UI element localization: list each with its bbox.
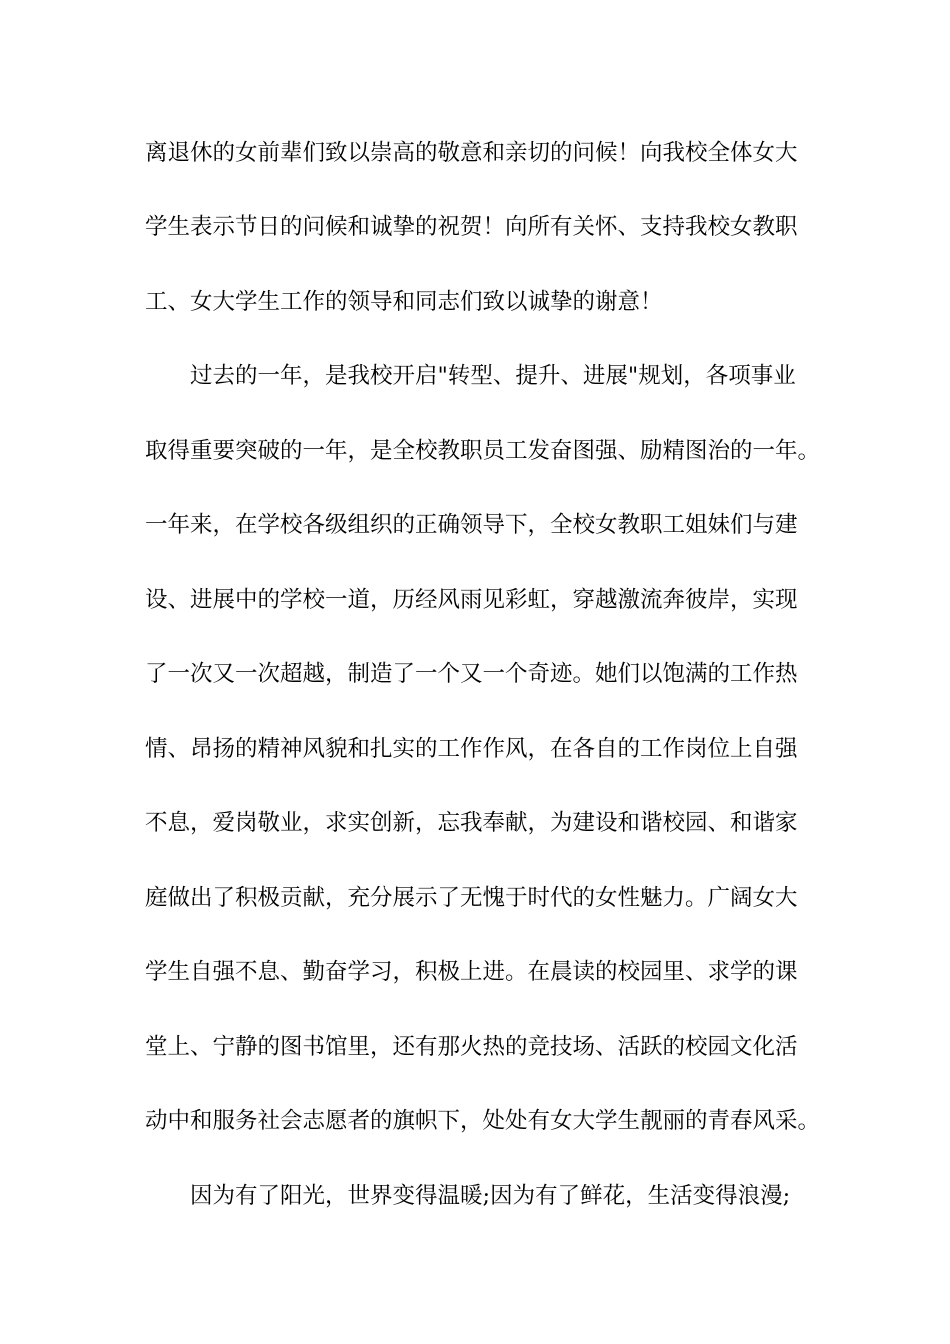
text-line: 学生表示节日的问候和诚挚的祝贺！向所有关怀、支持我校女教职 xyxy=(145,214,798,240)
text-line: 一年来，在学校各级组织的正确领导下，全校女教职工姐妹们与建 xyxy=(145,512,798,538)
text-line: 工、女大学生工作的领导和同志们致以诚挚的谢意！ xyxy=(145,289,663,315)
text-line: 庭做出了积极贡献，充分展示了无愧于时代的女性魅力。广阔女大 xyxy=(145,885,798,911)
text-line: 设、进展中的学校一道，历经风雨见彩虹，穿越激流奔彼岸，实现 xyxy=(145,587,798,613)
paragraph-first-line: 过去的一年，是我校开启"转型、提升、进展"规划，各项事业 xyxy=(190,363,796,389)
text-line: 不息，爱岗敬业，求实创新，忘我奉献，为建设和谐校园、和谐家 xyxy=(145,810,798,836)
text-line: 情、昂扬的精神风貌和扎实的工作作风，在各自的工作岗位上自强 xyxy=(145,736,798,762)
text-line: 堂上、宁静的图书馆里，还有那火热的竞技场、活跃的校园文化活 xyxy=(145,1034,798,1060)
text-line: 学生自强不息、勤奋学习，积极上进。在晨读的校园里、求学的课 xyxy=(145,959,798,985)
text-line: 动中和服务社会志愿者的旗帜下，处处有女大学生靓丽的青春风采。 xyxy=(145,1108,821,1134)
paragraph-first-line: 因为有了阳光，世界变得温暖;因为有了鲜花，生活变得浪漫; xyxy=(190,1183,791,1209)
text-line: 了一次又一次超越，制造了一个又一个奇迹。她们以饱满的工作热 xyxy=(145,661,798,687)
text-line: 取得重要突破的一年，是全校教职员工发奋图强、励精图治的一年。 xyxy=(145,438,821,464)
text-line: 离退休的女前辈们致以崇高的敬意和亲切的问候！向我校全体女大 xyxy=(145,140,798,166)
